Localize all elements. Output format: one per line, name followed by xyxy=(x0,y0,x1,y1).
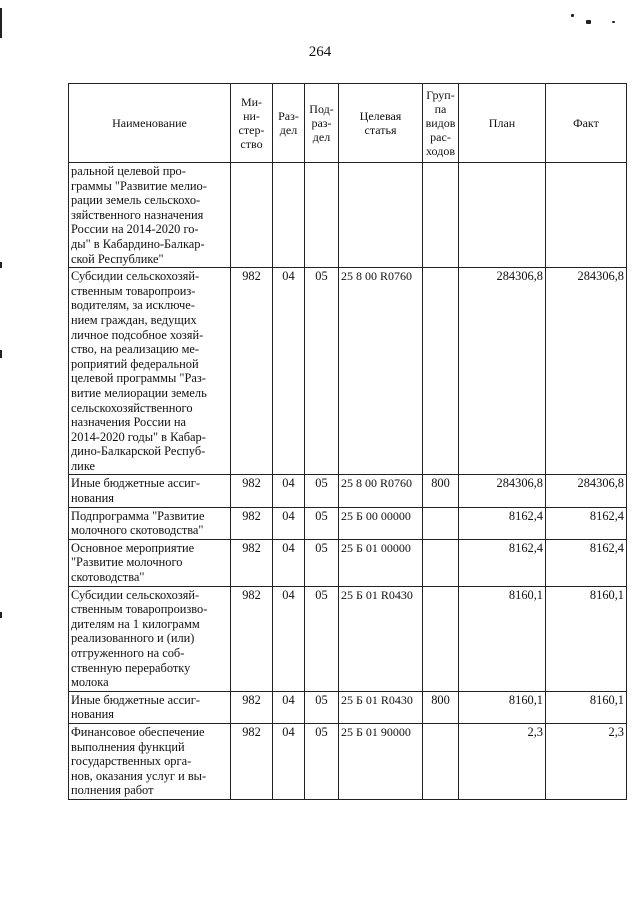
cell-section: 04 xyxy=(273,268,305,475)
cell-name: Иные бюджетные ассиг- нования xyxy=(69,691,231,723)
table-header-row xyxy=(69,84,627,163)
cell-fact: 8162,4 xyxy=(546,507,627,539)
cell-fact: 2,3 xyxy=(546,723,627,799)
scan-edge-line xyxy=(0,8,2,38)
table-row xyxy=(69,507,627,539)
cell-ministry: 982 xyxy=(231,268,273,475)
header-subsection: Под- раз- дел xyxy=(305,84,339,163)
cell-target: 25 Б 01 00000 xyxy=(339,539,423,586)
header-name: Наименование xyxy=(69,84,231,163)
cell-section: 04 xyxy=(273,723,305,799)
cell-plan: 8160,1 xyxy=(459,586,546,691)
header-plan: План xyxy=(459,84,546,163)
cell-subsection: 05 xyxy=(305,586,339,691)
cell-subsection: 05 xyxy=(305,691,339,723)
cell-section: 04 xyxy=(273,475,305,507)
header-group: Груп- па видов рас- ходов xyxy=(423,84,459,163)
cell-plan: 284306,8 xyxy=(459,268,546,475)
cell-ministry: 982 xyxy=(231,723,273,799)
cell-fact: 284306,8 xyxy=(546,475,627,507)
scan-speck xyxy=(586,20,591,24)
header-fact: Факт xyxy=(546,84,627,163)
cell-target: 25 Б 01 R0430 xyxy=(339,586,423,691)
cell-subsection: 05 xyxy=(305,539,339,586)
cell-section: 04 xyxy=(273,691,305,723)
cell-fact: 284306,8 xyxy=(546,268,627,475)
cell-ministry: 982 xyxy=(231,691,273,723)
cell-plan xyxy=(459,163,546,268)
cell-plan: 8162,4 xyxy=(459,539,546,586)
table-row xyxy=(69,723,627,799)
cell-group: 800 xyxy=(423,475,459,507)
table-row xyxy=(69,268,627,475)
cell-fact xyxy=(546,163,627,268)
scan-edge-mark xyxy=(0,612,2,618)
cell-target: 25 8 00 R0760 xyxy=(339,475,423,507)
cell-plan: 8160,1 xyxy=(459,691,546,723)
cell-fact: 8160,1 xyxy=(546,691,627,723)
header-target: Целевая статья xyxy=(339,84,423,163)
cell-name: Финансовое обеспечение выполнения функций государственных орга- нов, оказания услуг и вы- полнения работ xyxy=(69,723,231,799)
cell-section xyxy=(273,163,305,268)
scan-speck xyxy=(571,14,574,17)
cell-plan: 8162,4 xyxy=(459,507,546,539)
cell-subsection: 05 xyxy=(305,507,339,539)
cell-target: 25 8 00 R0760 xyxy=(339,268,423,475)
table-row xyxy=(69,475,627,507)
cell-group xyxy=(423,507,459,539)
cell-section: 04 xyxy=(273,539,305,586)
table-row xyxy=(69,539,627,586)
cell-target: 25 Б 01 90000 xyxy=(339,723,423,799)
header-ministry: Ми- ни- стер- ство xyxy=(231,84,273,163)
cell-name: Иные бюджетные ассиг- нования xyxy=(69,475,231,507)
cell-group xyxy=(423,723,459,799)
cell-name: Подпрограмма "Развитие молочного скотоводства" xyxy=(69,507,231,539)
scan-edge-mark xyxy=(0,262,2,268)
cell-group xyxy=(423,163,459,268)
table-row xyxy=(69,163,627,268)
table-row xyxy=(69,691,627,723)
cell-group xyxy=(423,586,459,691)
cell-name: ральной целевой про- граммы "Развитие мелио- рации земель сельскохо- зяйственного назначения России на 2014-2020 го- ды" в Кабардино-Балкар- ской Республике" xyxy=(69,163,231,268)
cell-target xyxy=(339,163,423,268)
cell-plan: 284306,8 xyxy=(459,475,546,507)
cell-fact: 8162,4 xyxy=(546,539,627,586)
cell-subsection xyxy=(305,163,339,268)
cell-name: Субсидии сельскохозяй- ственным товаропроиз- водителям, за исключе- нием граждан, ведущих личное подсобное хозяй- ство, на реализацию ме- роприятий федеральной целевой программы "Раз- витие мелиорации земель сельскохозяйственного назначения России на 2014-2020 годы" в Кабар- дино-Балкарской Респуб- лике xyxy=(69,268,231,475)
cell-plan: 2,3 xyxy=(459,723,546,799)
cell-group: 800 xyxy=(423,691,459,723)
scan-edge-mark xyxy=(0,350,2,358)
table-row xyxy=(69,586,627,691)
scan-speck xyxy=(612,21,615,23)
cell-target: 25 Б 00 00000 xyxy=(339,507,423,539)
cell-group xyxy=(423,268,459,475)
cell-ministry xyxy=(231,163,273,268)
cell-name: Субсидии сельскохозяй- ственным товаропроизво- дителям на 1 килограмм реализованного и (или) отгруженного на соб- ственную переработку молока xyxy=(69,586,231,691)
cell-ministry: 982 xyxy=(231,539,273,586)
cell-ministry: 982 xyxy=(231,586,273,691)
cell-subsection: 05 xyxy=(305,268,339,475)
page-number: 264 xyxy=(308,44,332,60)
cell-fact: 8160,1 xyxy=(546,586,627,691)
cell-subsection: 05 xyxy=(305,723,339,799)
cell-target: 25 Б 01 R0430 xyxy=(339,691,423,723)
cell-subsection: 05 xyxy=(305,475,339,507)
cell-ministry: 982 xyxy=(231,475,273,507)
cell-section: 04 xyxy=(273,507,305,539)
cell-name: Основное мероприятие "Развитие молочного скотоводства" xyxy=(69,539,231,586)
header-section: Раз- дел xyxy=(273,84,305,163)
cell-group xyxy=(423,539,459,586)
cell-section: 04 xyxy=(273,586,305,691)
cell-ministry: 982 xyxy=(231,507,273,539)
budget-table xyxy=(68,83,627,800)
